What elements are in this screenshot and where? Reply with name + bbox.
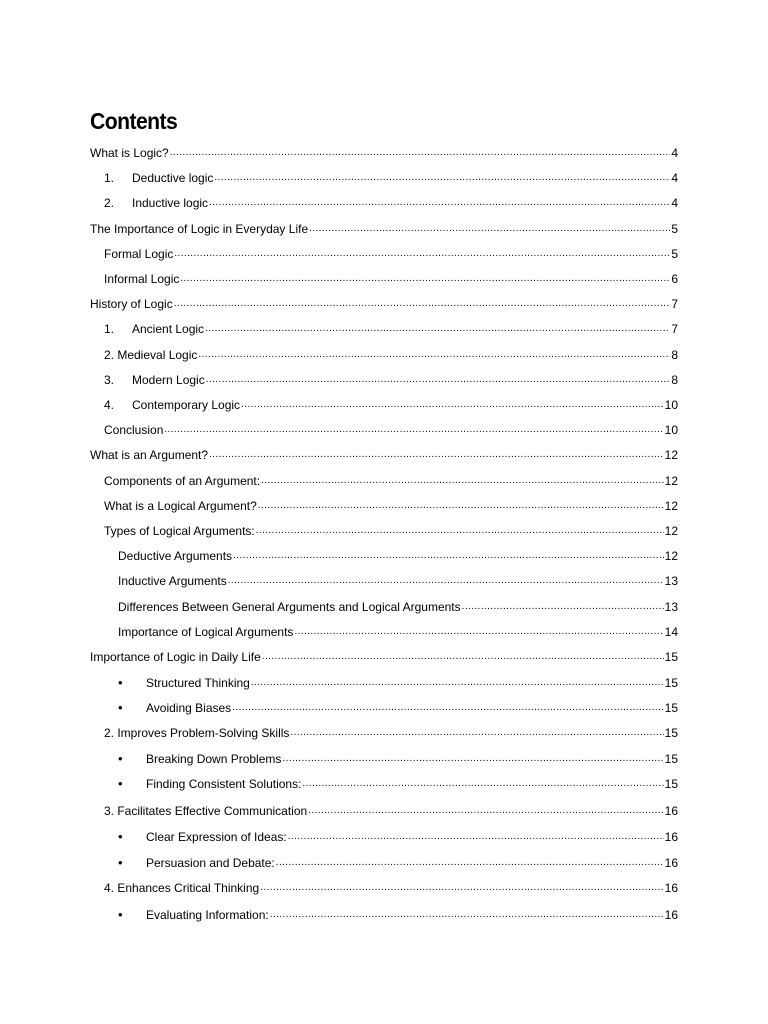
toc-entry[interactable]	[104, 316, 678, 336]
toc-entry-label: What is Logic?	[90, 146, 169, 160]
toc-entry-label: 3. Facilitates Effective Communication	[104, 804, 308, 818]
toc-page-number: 12	[664, 474, 678, 488]
toc-page-number: 13	[664, 574, 678, 588]
dot-leader	[462, 602, 664, 612]
toc-page-number: 16	[664, 830, 678, 844]
toc-page-number: 16	[664, 881, 678, 895]
dot-leader	[209, 450, 664, 460]
dot-leader	[282, 754, 663, 764]
dot-leader	[164, 425, 663, 435]
toc-page-number: 14	[664, 625, 678, 639]
toc-page-number: 15	[664, 777, 678, 791]
toc-entry-label: What is an Argument?	[90, 448, 209, 462]
toc-page-number: 12	[664, 549, 678, 563]
dot-leader	[228, 576, 664, 586]
toc-page-number: 16	[664, 856, 678, 870]
toc-entry-label: Structured Thinking	[146, 676, 250, 690]
toc-entry-label: 2. Improves Problem-Solving Skills	[104, 726, 290, 740]
dot-leader	[233, 551, 664, 561]
toc-entry-label: Importance of Logic in Daily Life	[90, 650, 261, 664]
toc-entry-label: Importance of Logical Arguments	[118, 625, 294, 639]
dot-leader	[262, 652, 664, 662]
toc-entry[interactable]	[118, 594, 678, 614]
bullet-marker: •	[118, 776, 123, 791]
toc-page-number: 15	[664, 726, 678, 740]
dot-leader	[174, 249, 670, 259]
list-number: 2.	[104, 196, 115, 210]
toc-entry-label: The Importance of Logic in Everyday Life	[90, 222, 309, 236]
toc-page-number: 10	[664, 398, 678, 412]
toc-entry-label: Differences Between General Arguments and Logical Arguments	[118, 600, 461, 614]
toc-page-number: 15	[664, 701, 678, 715]
toc-entry[interactable]	[118, 568, 678, 588]
toc-entry[interactable]	[118, 670, 678, 690]
toc-entry[interactable]	[104, 875, 678, 895]
toc-page-number: 8	[671, 373, 678, 387]
toc-page-number: 5	[671, 247, 678, 261]
toc-entry[interactable]	[90, 442, 678, 462]
toc-entry[interactable]	[118, 543, 678, 563]
dot-leader	[174, 299, 671, 309]
toc-entry-label: Deductive logic	[132, 171, 214, 185]
toc-page-number: 4	[671, 171, 678, 185]
toc-page-number: 7	[671, 297, 678, 311]
toc-page-number: 13	[664, 600, 678, 614]
dot-leader	[232, 703, 663, 713]
dot-leader	[270, 910, 664, 920]
dot-leader	[251, 678, 664, 688]
toc-entry-label: Formal Logic	[104, 247, 174, 261]
toc-entry-label: 4. Enhances Critical Thinking	[104, 881, 260, 895]
dot-leader	[209, 198, 670, 208]
dot-leader	[302, 779, 663, 789]
dot-leader	[276, 858, 664, 868]
bullet-marker: •	[118, 675, 123, 690]
bullet-marker: •	[118, 700, 123, 715]
toc-entry-label: Finding Consistent Solutions:	[146, 777, 302, 791]
toc-entry-label: Types of Logical Arguments:	[104, 524, 255, 538]
dot-leader	[205, 324, 670, 334]
toc-entry-label: Components of an Argument:	[104, 474, 261, 488]
toc-entry-label: Inductive Arguments	[118, 574, 227, 588]
dot-leader	[288, 832, 664, 842]
toc-entry-label: What is a Logical Argument?	[104, 499, 257, 513]
toc-page-number: 12	[664, 448, 678, 462]
toc-entry-label: Clear Expression of Ideas:	[146, 830, 287, 844]
toc-entry-label: Persuasion and Debate:	[146, 856, 275, 870]
toc-page-number: 16	[664, 804, 678, 818]
toc-page-number: 4	[671, 146, 678, 160]
list-number: 3.	[104, 373, 115, 387]
toc-page-number: 4	[671, 196, 678, 210]
toc-entry[interactable]	[90, 644, 678, 664]
toc-entry[interactable]	[118, 695, 678, 715]
toc-entry[interactable]	[118, 746, 678, 766]
toc-page-number: 16	[664, 908, 678, 922]
dot-leader	[258, 501, 664, 511]
toc-page-number: 8	[671, 348, 678, 362]
toc-entry-label: 2. Medieval Logic	[104, 348, 198, 362]
dot-leader	[309, 224, 670, 234]
toc-page-number: 5	[671, 222, 678, 236]
toc-entry[interactable]	[104, 367, 678, 387]
toc-entry[interactable]	[104, 417, 678, 437]
list-number: 1.	[104, 322, 115, 336]
toc-page-number: 10	[664, 423, 678, 437]
toc-entry[interactable]	[104, 190, 678, 210]
toc-page-number: 12	[664, 524, 678, 538]
toc-entry[interactable]	[118, 850, 678, 870]
toc-entry-label: Modern Logic	[132, 373, 205, 387]
dot-leader	[170, 148, 671, 158]
toc-entry[interactable]	[104, 468, 678, 488]
toc-entry[interactable]	[90, 140, 678, 160]
toc-entry[interactable]	[104, 266, 678, 286]
dot-leader	[180, 274, 670, 284]
toc-entry[interactable]	[104, 493, 678, 513]
toc-entry-label: Deductive Arguments	[118, 549, 233, 563]
dot-leader	[206, 375, 671, 385]
dot-leader	[294, 627, 663, 637]
bullet-marker: •	[118, 907, 123, 922]
dot-leader	[290, 728, 663, 738]
toc-entry[interactable]	[104, 241, 678, 261]
toc-page-number: 15	[664, 752, 678, 766]
toc-entry[interactable]	[104, 392, 678, 412]
toc-entry-label: Informal Logic	[104, 272, 180, 286]
toc-entry[interactable]	[118, 771, 678, 791]
toc-entry-label: History of Logic	[90, 297, 173, 311]
toc-page-number: 15	[664, 676, 678, 690]
bullet-marker: •	[118, 855, 123, 870]
dot-leader	[256, 526, 664, 536]
toc-entry[interactable]	[104, 342, 678, 362]
dot-leader	[261, 476, 664, 486]
toc-entry-label: Ancient Logic	[132, 322, 205, 336]
toc-entry-label: Evaluating Information:	[146, 908, 269, 922]
toc-entry[interactable]	[104, 798, 678, 818]
toc-entry-label: Conclusion	[104, 423, 164, 437]
toc-entry[interactable]	[118, 824, 678, 844]
dot-leader	[214, 173, 670, 183]
toc-entry[interactable]	[90, 216, 678, 236]
toc-page-number: 15	[664, 650, 678, 664]
toc-entry[interactable]	[118, 619, 678, 639]
toc-entry-label: Breaking Down Problems	[146, 752, 282, 766]
toc-entry[interactable]	[90, 291, 678, 311]
toc-title: Contents	[90, 108, 178, 134]
dot-leader	[198, 350, 670, 360]
dot-leader	[241, 400, 664, 410]
toc-entry-label: Inductive logic	[132, 196, 209, 210]
toc-entry-label: Contemporary Logic	[132, 398, 241, 412]
toc-entry[interactable]	[104, 720, 678, 740]
list-number: 1.	[104, 171, 115, 185]
toc-entry[interactable]	[118, 902, 678, 922]
toc-entry[interactable]	[104, 165, 678, 185]
toc-entry[interactable]	[104, 518, 678, 538]
toc-entry-label: Avoiding Biases	[146, 701, 232, 715]
toc-page-number: 7	[671, 322, 678, 336]
bullet-marker: •	[118, 751, 123, 766]
dot-leader	[308, 806, 663, 816]
dot-leader	[260, 883, 663, 893]
toc-page-number: 6	[671, 272, 678, 286]
toc-page-number: 12	[664, 499, 678, 513]
bullet-marker: •	[118, 829, 123, 844]
list-number: 4.	[104, 398, 115, 412]
